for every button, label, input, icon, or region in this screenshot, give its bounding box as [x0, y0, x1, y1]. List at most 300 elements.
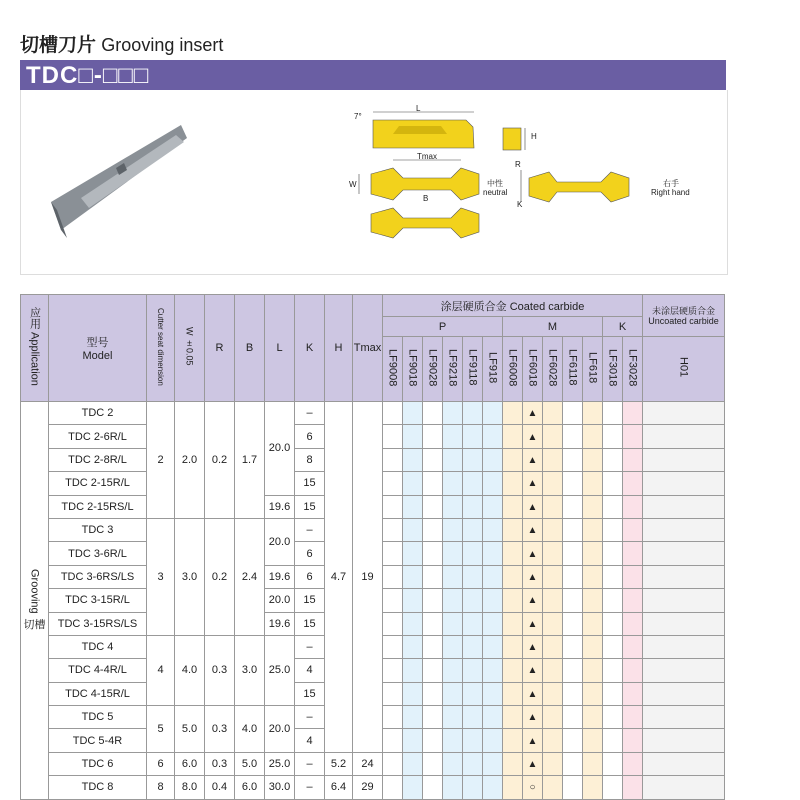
grade-cell: [603, 776, 623, 799]
grade-cell: [563, 518, 583, 541]
grade-cell: [563, 776, 583, 799]
coated-header: 涂层硬质合金 Coated carbide: [383, 295, 643, 317]
grade-cell: [423, 635, 443, 658]
grade-cell: [483, 425, 503, 448]
model-cell: TDC 4-15R/L: [49, 682, 147, 705]
neutral-view: [359, 160, 479, 200]
grade-cell: [503, 612, 523, 635]
page-title: [20, 30, 223, 57]
l-cell: 19.6: [265, 565, 295, 588]
grade-cell: [643, 612, 725, 635]
grade-cell: [543, 635, 563, 658]
grade-cell: [563, 682, 583, 705]
l-cell: 30.0: [265, 776, 295, 799]
neutral-cn: 中性: [487, 179, 503, 188]
grade-cell: [463, 659, 483, 682]
grade-cell: [583, 495, 603, 518]
grade-cell: [603, 589, 623, 612]
grade-cell: [483, 565, 503, 588]
k-cell: 15: [295, 612, 325, 635]
end-view: [503, 128, 525, 150]
seat-cell: 8: [147, 776, 175, 799]
grade-cell: [403, 495, 423, 518]
k-cell: –: [295, 635, 325, 658]
series-band: [20, 60, 726, 90]
grade-cell: [603, 402, 623, 425]
grade-cell: [443, 518, 463, 541]
l-cell: 20.0: [265, 706, 295, 753]
grade-cell: [603, 448, 623, 471]
grade-cell: [643, 706, 725, 729]
side-view: [373, 112, 474, 148]
grade-cell: [583, 448, 603, 471]
grade-cell: [423, 589, 443, 612]
model-cell: TDC 2-15R/L: [49, 472, 147, 495]
grade-cell: [463, 752, 483, 775]
grade-cell: [483, 589, 503, 612]
grade-header: LF618: [583, 337, 603, 402]
grade-cell: [543, 425, 563, 448]
title-en: Grooving insert: [101, 35, 224, 55]
model-cell: TDC 5: [49, 706, 147, 729]
spec-table-body: [21, 402, 725, 800]
r-cell: 0.2: [205, 518, 235, 635]
grade-cell: [403, 542, 423, 565]
grade-cell: [603, 425, 623, 448]
k-cell: 8: [295, 448, 325, 471]
tmax-cell: 24: [353, 752, 383, 775]
grade-header: H01: [643, 337, 725, 402]
k-cell: –: [295, 518, 325, 541]
availability-mark: ○: [529, 782, 536, 794]
grade-cell: [523, 589, 543, 612]
model-cell: TDC 2: [49, 402, 147, 425]
grade-cell: [523, 565, 543, 588]
grade-cell: [403, 518, 423, 541]
table-row: [21, 776, 725, 799]
tmax-cell: 29: [353, 776, 383, 799]
l-cell: 20.0: [265, 402, 295, 496]
l-header: L: [265, 295, 295, 402]
grade-cell: [523, 682, 543, 705]
grade-cell: [463, 425, 483, 448]
grade-cell: [463, 682, 483, 705]
grade-cell: [383, 542, 403, 565]
grade-cell: [583, 402, 603, 425]
group-m: M: [503, 317, 603, 337]
grade-cell: [543, 612, 563, 635]
grade-cell: [643, 659, 725, 682]
grade-cell: [623, 729, 643, 752]
grade-cell: [483, 659, 503, 682]
grade-cell: [603, 495, 623, 518]
grade-cell: [543, 776, 563, 799]
grade-cell: [503, 425, 523, 448]
grade-cell: [383, 752, 403, 775]
grade-cell: [603, 518, 623, 541]
grade-cell: [383, 565, 403, 588]
grade-cell: [383, 682, 403, 705]
grade-cell: [423, 402, 443, 425]
availability-mark: ▲: [527, 525, 538, 537]
grade-cell: [623, 612, 643, 635]
availability-mark: ▲: [527, 478, 538, 490]
grade-cell: [643, 776, 725, 799]
grade-cell: [643, 635, 725, 658]
grade-cell: [563, 706, 583, 729]
grade-cell: [523, 518, 543, 541]
grade-cell: [503, 752, 523, 775]
grade-cell: [463, 402, 483, 425]
grade-cell: [543, 565, 563, 588]
grade-cell: [603, 565, 623, 588]
grade-cell: [443, 565, 463, 588]
grade-cell: [403, 729, 423, 752]
table-row: [21, 402, 725, 425]
grade-cell: [423, 659, 443, 682]
l-cell: 19.6: [265, 495, 295, 518]
grade-cell: [383, 706, 403, 729]
grade-cell: [383, 589, 403, 612]
grade-cell: [503, 682, 523, 705]
grade-cell: [423, 472, 443, 495]
grade-cell: [623, 472, 643, 495]
grade-cell: [643, 495, 725, 518]
grade-cell: [463, 706, 483, 729]
model-header: 型号 Model: [49, 295, 147, 402]
group-k: K: [603, 317, 643, 337]
grade-cell: [503, 589, 523, 612]
grade-cell: [403, 706, 423, 729]
availability-mark: ▲: [527, 642, 538, 654]
grade-cell: [383, 402, 403, 425]
grade-cell: [403, 425, 423, 448]
k-cell: –: [295, 776, 325, 799]
w-cell: 6.0: [175, 752, 205, 775]
grade-cell: [543, 495, 563, 518]
grade-cell: [583, 565, 603, 588]
grade-cell: [503, 565, 523, 588]
k-cell: 4: [295, 729, 325, 752]
availability-mark: ▲: [527, 712, 538, 724]
grade-cell: [403, 402, 423, 425]
grade-cell: [643, 542, 725, 565]
grade-cell: [563, 752, 583, 775]
grade-cell: [523, 659, 543, 682]
grade-cell: [523, 425, 543, 448]
h-cell: 6.4: [325, 776, 353, 799]
grade-header: LF9018: [403, 337, 423, 402]
l-cell: 25.0: [265, 752, 295, 775]
k-cell: –: [295, 752, 325, 775]
application-cn: 切槽: [23, 619, 46, 632]
grade-cell: [643, 565, 725, 588]
availability-mark: ▲: [527, 688, 538, 700]
grade-cell: [443, 612, 463, 635]
model-cell: TDC 2-15RS/L: [49, 495, 147, 518]
grade-cell: [463, 612, 483, 635]
grade-cell: [583, 425, 603, 448]
grade-cell: [423, 612, 443, 635]
grade-cell: [563, 612, 583, 635]
grade-cell: [383, 659, 403, 682]
grade-cell: [543, 448, 563, 471]
grade-cell: [583, 589, 603, 612]
grade-cell: [583, 729, 603, 752]
k-cell: 15: [295, 495, 325, 518]
grade-cell: [643, 448, 725, 471]
grade-header: LF6028: [543, 337, 563, 402]
model-cell: TDC 8: [49, 776, 147, 799]
grade-cell: [563, 425, 583, 448]
availability-mark: ▲: [527, 501, 538, 513]
grade-cell: [403, 682, 423, 705]
application-en: Grooving: [28, 568, 41, 614]
grade-cell: [583, 682, 603, 705]
grade-cell: [483, 612, 503, 635]
w-cell: 3.0: [175, 518, 205, 635]
grade-cell: [483, 682, 503, 705]
seat-cell: 3: [147, 518, 175, 635]
b-cell: 4.0: [235, 706, 265, 753]
k-cell: 4: [295, 659, 325, 682]
right-cn: 右手: [663, 179, 679, 188]
grade-cell: [643, 589, 725, 612]
model-cell: TDC 4-4R/L: [49, 659, 147, 682]
grade-cell: [463, 495, 483, 518]
grade-cell: [603, 542, 623, 565]
grade-cell: [483, 706, 503, 729]
grade-cell: [583, 659, 603, 682]
w-cell: 5.0: [175, 706, 205, 753]
grade-cell: [583, 542, 603, 565]
grade-cell: [603, 659, 623, 682]
grade-header: LF3018: [603, 337, 623, 402]
grade-cell: [463, 518, 483, 541]
grade-cell: [423, 776, 443, 799]
grade-cell: [523, 495, 543, 518]
grade-cell: [623, 659, 643, 682]
l-cell: 20.0: [265, 589, 295, 612]
availability-mark: ▲: [527, 595, 538, 607]
availability-mark: ▲: [527, 431, 538, 443]
grade-cell: [603, 752, 623, 775]
l-cell: 20.0: [265, 518, 295, 565]
grade-cell: [563, 542, 583, 565]
grade-header: LF3028: [623, 337, 643, 402]
grade-cell: [483, 448, 503, 471]
grade-cell: [483, 495, 503, 518]
grade-cell: [443, 729, 463, 752]
r-cell: 0.2: [205, 402, 235, 519]
availability-mark: ▲: [527, 571, 538, 583]
grade-cell: [503, 635, 523, 658]
grade-cell: [443, 635, 463, 658]
grade-cell: [523, 612, 543, 635]
model-cell: TDC 2-8R/L: [49, 448, 147, 471]
grade-cell: [443, 776, 463, 799]
grade-cell: [583, 706, 603, 729]
grade-header: LF6018: [523, 337, 543, 402]
grade-cell: [643, 518, 725, 541]
model-cell: TDC 3-15RS/LS: [49, 612, 147, 635]
grade-cell: [503, 402, 523, 425]
grade-cell: [583, 518, 603, 541]
grade-header: LF6008: [503, 337, 523, 402]
grade-cell: [623, 706, 643, 729]
model-cell: TDC 3: [49, 518, 147, 541]
w-header: W ±0.05: [175, 295, 205, 402]
grade-cell: [423, 729, 443, 752]
grade-cell: [463, 729, 483, 752]
grade-cell: [603, 682, 623, 705]
grade-cell: [403, 752, 423, 775]
grade-cell: [603, 472, 623, 495]
k-cell: 6: [295, 542, 325, 565]
grade-cell: [523, 542, 543, 565]
grade-cell: [623, 495, 643, 518]
grade-cell: [383, 472, 403, 495]
grade-cell: [443, 472, 463, 495]
grade-cell: [403, 776, 423, 799]
grade-cell: [623, 776, 643, 799]
grade-cell: [383, 518, 403, 541]
grade-cell: [563, 659, 583, 682]
grade-cell: [563, 472, 583, 495]
grade-cell: [463, 448, 483, 471]
r-cell: 0.4: [205, 776, 235, 799]
dim-angle: 7°: [354, 112, 362, 121]
grade-cell: [523, 635, 543, 658]
availability-mark: ▲: [527, 759, 538, 771]
grade-cell: [583, 752, 603, 775]
grade-cell: [423, 565, 443, 588]
k-cell: 6: [295, 425, 325, 448]
grade-cell: [623, 752, 643, 775]
grade-cell: [483, 776, 503, 799]
grade-cell: [523, 402, 543, 425]
grade-cell: [523, 752, 543, 775]
seat-cell: 2: [147, 402, 175, 519]
r-header: R: [205, 295, 235, 402]
b-cell: 6.0: [235, 776, 265, 799]
availability-mark: ▲: [527, 548, 538, 560]
grade-cell: [623, 565, 643, 588]
grade-cell: [423, 706, 443, 729]
grade-cell: [483, 518, 503, 541]
grade-cell: [583, 776, 603, 799]
grade-cell: [543, 729, 563, 752]
l-cell: 19.6: [265, 612, 295, 635]
grade-cell: [503, 776, 523, 799]
grade-cell: [463, 635, 483, 658]
grade-cell: [503, 542, 523, 565]
grade-cell: [383, 612, 403, 635]
grade-header: LF918: [483, 337, 503, 402]
grade-cell: [543, 752, 563, 775]
availability-mark: ▲: [527, 618, 538, 630]
grade-cell: [543, 682, 563, 705]
spec-table: [20, 294, 725, 800]
grade-cell: [443, 448, 463, 471]
grade-cell: [403, 565, 423, 588]
grade-cell: [543, 589, 563, 612]
w-cell: 8.0: [175, 776, 205, 799]
h-cell: 5.2: [325, 752, 353, 775]
grade-header: LF6118: [563, 337, 583, 402]
seat-cell: 6: [147, 752, 175, 775]
dim-l: L: [416, 104, 421, 113]
grade-cell: [603, 635, 623, 658]
grade-cell: [643, 752, 725, 775]
grade-header: LF9008: [383, 337, 403, 402]
grade-cell: [383, 448, 403, 471]
grade-cell: [503, 448, 523, 471]
grade-cell: [443, 495, 463, 518]
grade-cell: [443, 752, 463, 775]
grade-cell: [403, 659, 423, 682]
model-cell: TDC 3-6RS/LS: [49, 565, 147, 588]
grade-cell: [643, 682, 725, 705]
neutral-view-2: [371, 208, 479, 238]
l-cell: 25.0: [265, 635, 295, 705]
dim-r: R: [515, 160, 521, 169]
grade-cell: [523, 448, 543, 471]
grade-cell: [543, 659, 563, 682]
grade-cell: [423, 518, 443, 541]
grade-cell: [523, 706, 543, 729]
grade-cell: [563, 495, 583, 518]
grade-cell: [383, 425, 403, 448]
tmax-cell: 19: [353, 402, 383, 753]
grade-cell: [443, 402, 463, 425]
grade-cell: [403, 612, 423, 635]
grade-cell: [623, 589, 643, 612]
grade-header: LF9028: [423, 337, 443, 402]
k-cell: 15: [295, 472, 325, 495]
grade-cell: [623, 542, 643, 565]
right-en: Right hand: [651, 188, 690, 197]
r-cell: 0.3: [205, 752, 235, 775]
k-cell: 15: [295, 682, 325, 705]
grade-cell: [623, 682, 643, 705]
grade-cell: [403, 635, 423, 658]
seat-cell: 5: [147, 706, 175, 753]
title-cn: 切槽刀片: [20, 35, 97, 56]
b-cell: 1.7: [235, 402, 265, 519]
grade-cell: [523, 729, 543, 752]
grade-header: LF9118: [463, 337, 483, 402]
grade-cell: [603, 729, 623, 752]
b-cell: 2.4: [235, 518, 265, 635]
series-code: TDC□-□□□: [26, 62, 150, 89]
grade-cell: [643, 472, 725, 495]
grade-cell: [503, 659, 523, 682]
application-header: 应用 Application: [21, 295, 49, 402]
grade-cell: [443, 542, 463, 565]
w-cell: 2.0: [175, 402, 205, 519]
availability-mark: ▲: [527, 454, 538, 466]
grade-cell: [563, 635, 583, 658]
grade-cell: [443, 682, 463, 705]
w-cell: 4.0: [175, 635, 205, 705]
grade-cell: [463, 472, 483, 495]
grade-cell: [643, 729, 725, 752]
grade-cell: [623, 448, 643, 471]
grade-cell: [543, 706, 563, 729]
grade-cell: [563, 565, 583, 588]
dim-tmax: Tmax: [417, 152, 437, 161]
